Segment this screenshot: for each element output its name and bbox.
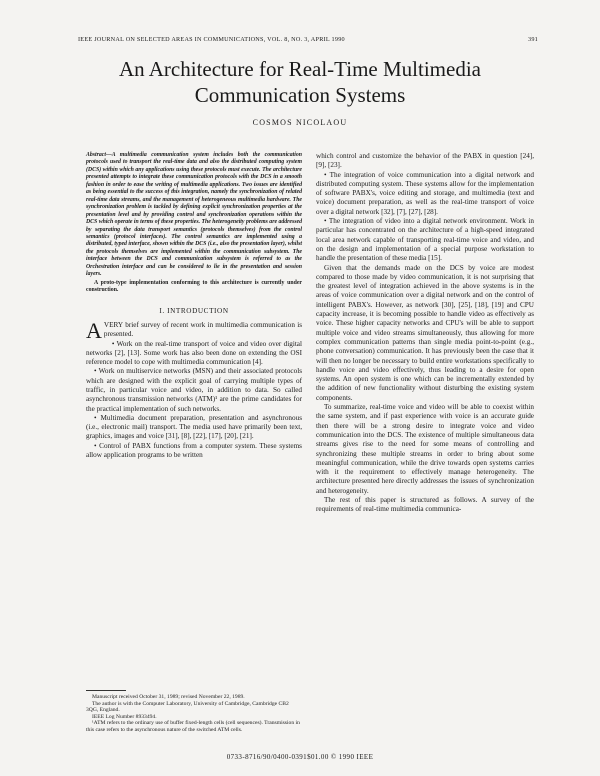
bullet-text: Multimedia document preparation, presentation and asynchronous (i.e., electronic mail) transport. The media used have primarily been text, graphics, images and voice [31], [8], [22], [17], [20], [21]. [86, 413, 302, 441]
continued-text: which control and customize the behavior of the PABX in question [24], [9], [23]. [316, 152, 534, 170]
body-paragraph: The rest of this paper is structured as follows. A survey of the requirements of real-time multimedia communica- [316, 495, 534, 514]
journal-name: IEEE JOURNAL ON SELECTED AREAS IN COMMUNICATIONS, VOL. 8, NO. 3, APRIL 1990 [78, 36, 345, 43]
drop-cap: A [86, 317, 102, 343]
abstract-paragraph: A proto-type implementation conforming to this architecture is currently under construction. [86, 279, 302, 294]
left-column [86, 152, 302, 460]
paper-title: An Architecture for Real-Time Multimedia Communication Systems [119, 57, 481, 107]
footnote: The author is with the Computer Laboratory, University of Cambridge, Cambridge CB2 3QG, England. [86, 700, 289, 714]
bullet-item: • Work on multiservice networks (MSN) and their associated protocols which are designed with the explicit goal of carrying multiple types of traffic, in particular voice and video, in addition to data. So called asynchronous transmission networks (ATM)¹ are the prime candidates for the practical implementation of such networks. [86, 367, 302, 413]
bullet-text: The integration of voice communication into a digital network and distributed computing system. These systems allow for the implementation of software PABX's, voice editing and storage, and multimedia (text and voice) document preparation, as well as the real-time transport of voice over a digital network [32], [7], [27], [28]. [316, 170, 534, 216]
page-number: 391 [527, 36, 538, 43]
footnote: IEEE Log Number 8933494. [92, 713, 157, 720]
lead-word: VERY [103, 320, 124, 329]
intro-first-paragraph-text: brief survey of recent work in multimedia communication is presented. [103, 320, 302, 339]
bullet-item: • Control of PABX functions from a computer system. These systems allow application programs to be written [86, 441, 302, 460]
footnote-rule [86, 690, 126, 691]
copyright-line: 0733-8716/90/0400-0391$01.00 © 1990 IEEE [226, 753, 374, 761]
bullet-text: Control of PABX functions from a computer system. These systems allow application programs to be written [86, 441, 302, 460]
body-paragraph: Given that the demands made on the DCS by voice are modest compared to those made by video communication, it is not surprising that the greatest level of integration achieved in the above systems is in the areas of voice communication over a digital network and on the control of intelligent PABX's. However, as network [30], [25], [18], [19] and CPU capacity increase, it is becoming possible to handle video as effectively as voice. These higher capacity networks and CPU's will be able to support multiple voice and video streams simultaneously, thus allowing for more complex communication patterns than single media point-to-point (e.g., phone conversation) communication. It has previously been the case that it will then no longer be necessary to build entire workstations specifically to handle voice and video effectively, thus leading to a desire for open systems. An open system is one which can be incrementally extended by the addition of new functionality without disturbing the existing system components. [316, 263, 534, 402]
abstract-paragraph: Abstract—A multimedia communication system includes both the communication protocols used to transport the real-time data and also the distributed computing system (DCS) within which any applications using these protocols must execute. The architecture presented attempts to integrate these communication protocols with the DCS in a smooth fashion in order to ease the writing of multimedia applications. Two issues are identified as being essential to the success of this integration, namely the synchronization of related real-time data streams, and the management of heterogeneous multimedia hardware. The synchronization problem is tackled by defining explicit synchronization properties at the presentation level and by providing control and synchronization operations within the DCS which operate in terms of these properties. The heterogeneity problems are addressed by separating the data transport semantics (protocols themselves) from the control semantics (protocol interfaces). The control semantics are implemented using a distributed, typed interface, shown within the DCS (i.e., also the presentation layer), whilst the protocols themselves are implemented within the communication subsystem. The interface between the DCS and communication subsystem is referred to as the Orchestration interface and can be considered to lie in the presentation and session layers. [86, 152, 302, 278]
bullet-item: • The integration of video into a digital network environment. Work in particular has concentrated on the architecture of a high-speed integrated local area network capable of transporting real-time voice and video, and on the design and implementation of a special purpose workstation to handle the presentation of these media [15]. [316, 217, 534, 263]
section-heading: I. INTRODUCTION [159, 306, 229, 315]
footnotes [86, 690, 302, 734]
running-head [78, 36, 538, 43]
author-name: COSMOS NICOLAOU [252, 118, 348, 127]
bullet-text: The integration of video into a digital network environment. Work in particular has concentrated on the architecture of a high-speed integrated local area network capable of transporting real-time voice and video, and on the design and implementation of a special purpose workstation to handle the presentation of these media [15]. [316, 217, 534, 263]
footnote: ¹ATM refers to the ordinary use of buffer fixed-length cells (cell sequences). Transmission in this case refers to the asynchronous nature of the switched ATM cells. [86, 720, 300, 733]
intro-first-paragraph [86, 317, 302, 343]
bullet-text: Work on multiservice networks (MSN) and their associated protocols which are designed with the explicit goal of carrying multiple types of traffic, in particular voice and video, in addition to data. So called asynchronous transmission networks (ATM)¹ are the prime candidates for the practical implementation of such networks. [86, 367, 302, 413]
abstract [86, 152, 302, 295]
footnote: Manuscript received October 31, 1989; revised November 22, 1989. [92, 694, 245, 700]
body-paragraph: To summarize, real-time voice and video will be able to coexist within the same system, and if past experience with voice is an accurate guide then there will be a strong desire to integrate voice and video communication into the DCS. The existence of multiple simultaneous data streams gives rise to the need for some means of controlling and synchronizing these multiple streams in order to bring about some meaningful communication, while the drive towards open systems carries with it the requirement to effectively manage heterogeneity. The architecture presented here directly addresses the issues of synchronization and heterogeneity. [316, 403, 534, 495]
bullet-item: • Work on the real-time transport of voice and video over digital networks [2], [13]. Some work has also been done on extending the OSI reference model to cope with multimedia communication [4]. [86, 339, 302, 367]
bullet-item: • The integration of voice communication into a digital network and distributed computing system. These systems allow for the implementation of software PABX's, voice editing and storage, and multimedia (text and voice) document preparation, as well as the real-time transport of voice over a digital network [32], [7], [27], [28]. [316, 170, 534, 216]
bullet-text: Work on the real-time transport of voice and video over digital networks [2], [13]. Some work has also been done on extending the OSI reference model to cope with multimedia communication [4]. [86, 339, 302, 367]
right-column [316, 152, 534, 515]
bullet-item: • Multimedia document preparation, presentation and asynchronous (i.e., electronic mail) transport. The media used have primarily been text, graphics, images and voice [31], [8], [22], [17], [20], [21]. [86, 413, 302, 441]
